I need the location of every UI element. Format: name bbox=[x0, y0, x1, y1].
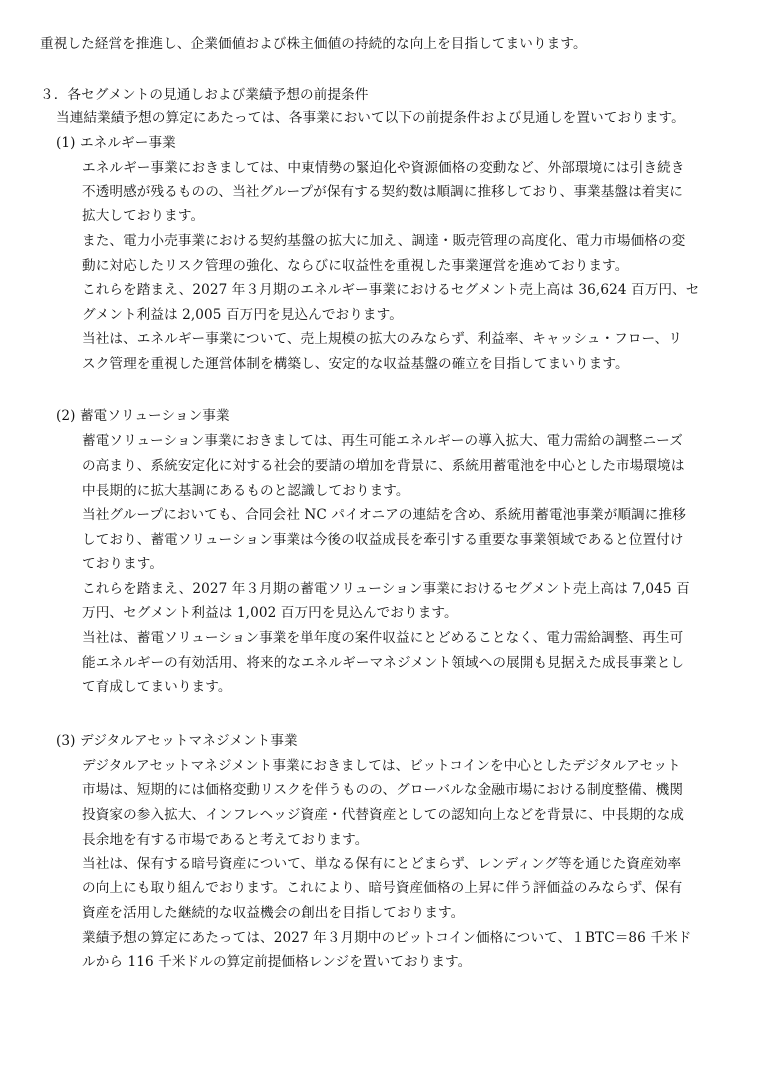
section-3-lead: 当連結業績予想の算定にあたっては、各事業において以下の前提条件および見通しを置いております。 bbox=[56, 110, 685, 126]
paragraph-line: これらを踏まえ、2027 年３月期の蓄電ソリューション事業におけるセグメント売上高は 7,045 百 bbox=[82, 581, 690, 597]
paragraph-line: 投資家の参入拡大、インフレヘッジ資産・代替資産としての認知向上などを背景に、中長期的な成 bbox=[82, 807, 684, 823]
paragraph-line: 業績予想の算定にあたっては、2027 年３月期中のビットコイン価格について、１BTC＝86 千米ド bbox=[82, 930, 692, 946]
paragraph-line: の高まり、系統安定化に対する社会的要請の増加を背景に、系統用蓄電池を中心とした市場環境は bbox=[82, 458, 685, 474]
paragraph-line: また、電力小売事業における契約基盤の拡大に加え、調達・販売管理の高度化、電力市場価格の変 bbox=[82, 233, 686, 249]
paragraph-line: 当社は、エネルギー事業について、売上規模の拡大のみならず、利益率、キャッシュ・フロー、リ bbox=[82, 331, 683, 347]
paragraph-line: て育成してまいります。 bbox=[82, 679, 232, 695]
paragraph-line: これらを踏まえ、2027 年３月期のエネルギー事業におけるセグメント売上高は 36,624 百万円、セ bbox=[82, 282, 700, 298]
paragraph-line: 不透明感が残るものの、当社グループが保有する契約数は順調に推移しており、事業基盤は着実に bbox=[82, 184, 683, 200]
segment-heading: (2) 蓄電ソリューション事業 bbox=[56, 408, 230, 424]
paragraph-line: の向上にも取り組んでおります。これにより、暗号資産価格の上昇に伴う評価益のみならず、保有 bbox=[82, 880, 683, 896]
paragraph-line: 資産を活用した継続的な収益機会の創出を目指しております。 bbox=[82, 905, 465, 921]
paragraph-line: ております。 bbox=[82, 556, 164, 572]
paragraph-line: ルから 116 千米ドルの算定前提価格レンジを置いております。 bbox=[82, 954, 472, 970]
paragraph-line: スク管理を重視した運営体制を構築し、安定的な収益基盤の確立を目指してまいります。 bbox=[82, 356, 629, 372]
paragraph-line: 市場は、短期的には価格変動リスクを伴うものの、グローバルな金融市場における制度整備、機関 bbox=[82, 782, 684, 798]
paragraph-line: 中長期的に拡大基調にあるものと認識しております。 bbox=[82, 483, 410, 499]
paragraph-line: しており、蓄電ソリューション事業は今後の収益成長を牽引する重要な事業領域であると位置付け bbox=[82, 532, 684, 548]
paragraph-line: 当社は、保有する暗号資産について、単なる保有にとどまらず、レンディング等を通じた資産効率 bbox=[82, 856, 682, 872]
section-3-heading: ３．各セグメントの見通しおよび業績予想の前提条件 bbox=[40, 87, 369, 103]
paragraph-line: エネルギー事業におきましては、中東情勢の緊迫化や資源価格の変動など、外部環境には引き続き bbox=[82, 160, 685, 176]
paragraph-line: 当社は、蓄電ソリューション事業を単年度の案件収益にとどめることなく、電力需給調整、再生可 bbox=[82, 630, 684, 646]
paragraph-line: 拡大しております。 bbox=[82, 208, 205, 224]
paragraph-line: 蓄電ソリューション事業におきましては、再生可能エネルギーの導入拡大、電力需給の調整ニーズ bbox=[82, 433, 683, 449]
segment-heading: (1) エネルギー事業 bbox=[56, 135, 176, 151]
paragraph-line: 長余地を有する市場であると考えております。 bbox=[82, 832, 369, 848]
intro-tail-line: 重視した経営を推進し、企業価値および株主価値の持続的な向上を目指してまいります。 bbox=[40, 36, 587, 52]
segment-heading: (3) デジタルアセットマネジメント事業 bbox=[56, 733, 298, 749]
paragraph-line: 当社グループにおいても、合同会社 NC パイオニアの連結を含め、系統用蓄電池事業が順調に推移 bbox=[82, 507, 686, 523]
paragraph-line: デジタルアセットマネジメント事業におきましては、ビットコインを中心としたデジタルアセット bbox=[82, 758, 681, 774]
paragraph-line: グメント利益は 2,005 百万円を見込んでおります。 bbox=[82, 307, 403, 323]
paragraph-line: 万円、セグメント利益は 1,002 百万円を見込んでおります。 bbox=[82, 605, 458, 621]
paragraph-line: 動に対応したリスク管理の強化、ならびに収益性を重視した事業運営を進めております。 bbox=[82, 258, 629, 274]
paragraph-line: 能エネルギーの有効活用、将来的なエネルギーマネジメント領域への展開も見据えた成長事業とし bbox=[82, 655, 685, 671]
